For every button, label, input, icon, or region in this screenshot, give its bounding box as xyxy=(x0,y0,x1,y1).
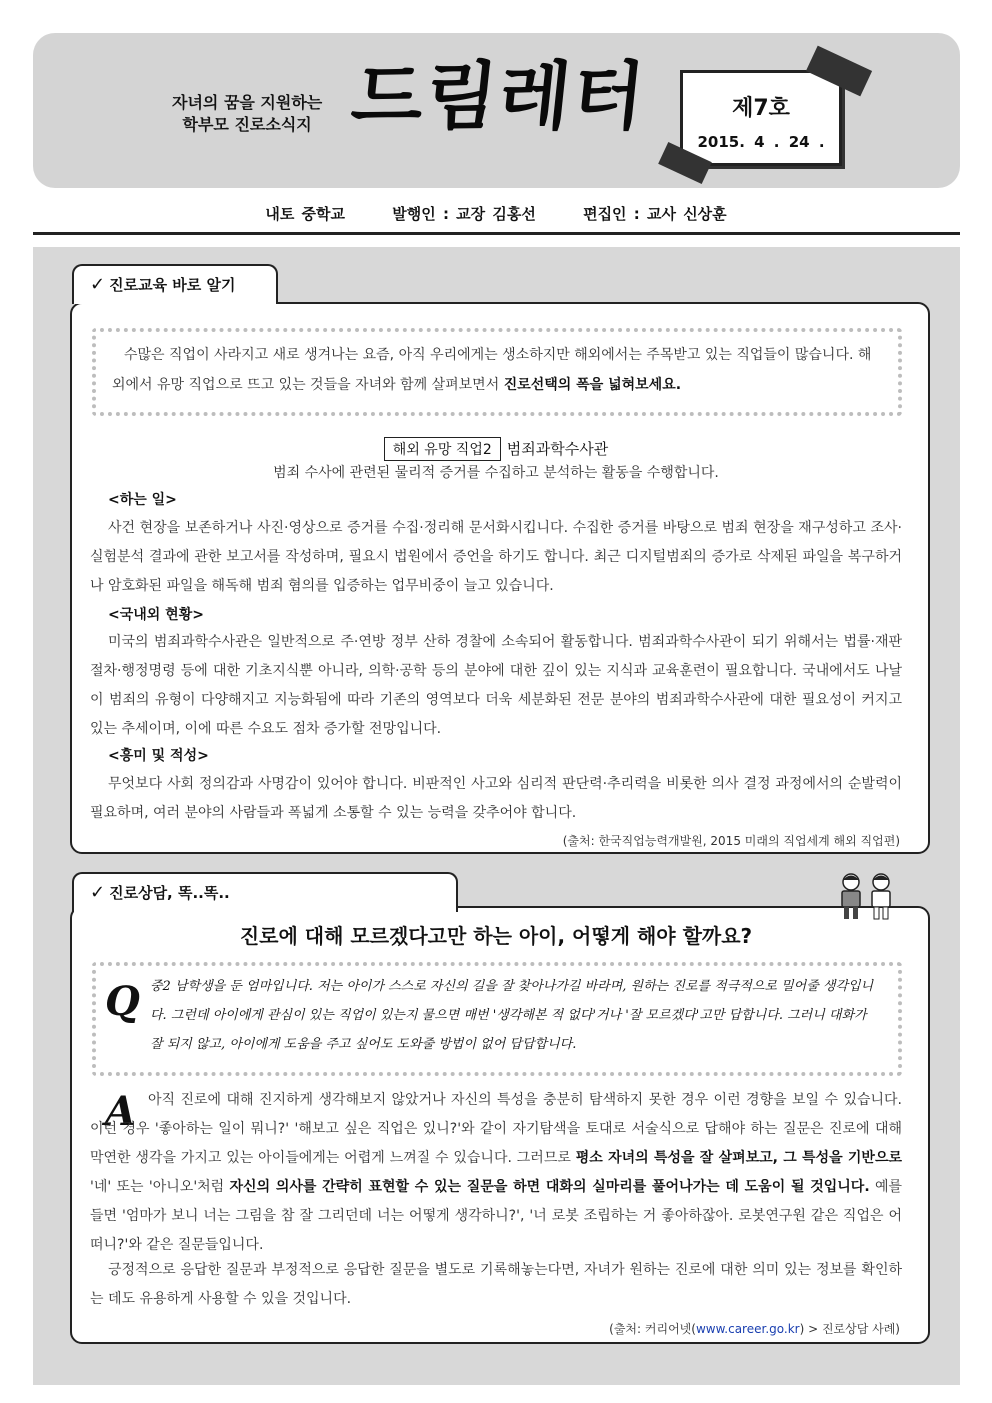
intro-emphasis: 진로선택의 폭을 넓혀보세요. xyxy=(503,377,682,393)
job-description: 범죄 수사에 관련된 물리적 증거를 수집하고 분석하는 활동을 수행합니다. xyxy=(273,465,719,481)
header-divider xyxy=(33,232,960,235)
newsletter-logo: 드림레터 xyxy=(347,54,651,140)
issue-date: 2015. 4 . 24 . xyxy=(697,133,825,151)
section-tab-label: 진로상담, 똑..똑.. xyxy=(109,884,230,902)
heading-work: <하는 일> xyxy=(108,492,177,508)
checkmark-icon: ✓ xyxy=(90,274,106,295)
masthead xyxy=(0,203,992,224)
answer-text-part: '네' 또는 '아니오'처럼 xyxy=(90,1179,230,1195)
school-name: 내토 중학교 xyxy=(265,205,346,223)
question-title: 진로에 대해 모르겠다고만 하는 아이, 어떻게 해야 할까요? xyxy=(239,924,753,948)
publisher: 발행인 : 교장 김홍선 xyxy=(392,205,536,223)
answer-text-part: 예를 들면 '엄마가 보니 너는 그림을 참 잘 그리던데 너는 어떻게 생각하니?', '너 로봇 조립하는 거 좋아하잖아. 로봇연구원 같은 직업은 어떠니?'와 같은 질문들입니다. xyxy=(90,1179,903,1253)
section-tab-career-education xyxy=(72,264,278,304)
checkmark-icon: ✓ xyxy=(90,882,106,903)
answer-text-part: 아직 진로에 대해 진지하게 생각해보지 않았거나 자신의 특성을 충분히 탐색하지 못한 경우 이런 경향을 보일 수 있습니다. 이런 경우 '좋아하는 일이 뭐니?' '해보고 싶은 직업은 있니?'와 같이 자기탐색을 토대로 서술식으로 답해야 하는 질문은 진로에 대해 막연한 생각을 가지고 있는 아이들에게는 어렵게 느껴질 수 있습니다. 그러므로 xyxy=(90,1092,902,1166)
editor: 편집인 : 교사 신상훈 xyxy=(583,205,727,223)
answer-text xyxy=(90,1086,902,1260)
paragraph-work: 사건 현장을 보존하거나 사진·영상으로 증거를 수집·정리해 문서화시킵니다. 수집한 증거를 바탕으로 범죄 현장을 재구성하고 조사·실험분석 결과에 관한 보고서를 작성하며, 필요시 법원에서 증언을 하기도 합니다. 최근 디지털범죄의 증가로 삭제된 파일을 복구하거나 암호화된 파일을 해독해 범죄 혐의를 입증하는 업무비중이 늘고 있습니다. xyxy=(90,520,902,594)
section-tab-label: 진로교육 바로 알기 xyxy=(109,276,236,294)
heading-status: <국내외 현황> xyxy=(108,607,204,623)
newsletter-subtitle xyxy=(172,92,322,136)
job-title xyxy=(0,437,992,461)
question-text: 중2 남학생을 둔 엄마입니다. 저는 아이가 스스로 자신의 길을 잘 찾아나가길 바라며, 원하는 진로를 적극적으로 밀어줄 생각입니다. 그런데 아이에게 관심이 있는 직업이 있는지 물으면 매번 '생각해본 적 없다'거나 '잘 모르겠다'고만 답합니다. 그러니 대화가 잘 되지 않고, 아이에게 도움을 주고 싶어도 도와줄 방법이 없어 답답합니다. xyxy=(150,979,874,1052)
source-suffix: ) > 진로상담 사례) xyxy=(799,1322,900,1336)
career-net-link[interactable]: www.career.go.kr xyxy=(695,1322,800,1336)
answer-emphasis: 평소 자녀의 특성을 잘 살펴보고, 그 특성을 기반으로 xyxy=(575,1150,903,1166)
issue-number: 제7호 xyxy=(732,96,790,121)
section-tab-career-counseling xyxy=(72,872,458,912)
job-badge: 해외 유망 직업2 xyxy=(384,437,501,461)
source-citation-counseling xyxy=(609,1320,900,1337)
heading-aptitude: <흥미 및 적성> xyxy=(108,748,209,764)
paragraph-status: 미국의 범죄과학수사관은 일반적으로 주·연방 정부 산하 경찰에 소속되어 활동합니다. 범죄과학수사관이 되기 위해서는 법률·재판절차·행정명령 등에 대한 기초지식뿐 아니라, 의학·공학 등의 분야에 대한 깊이 있는 지식과 교육훈련이 필요합니다. 국내에서도 나날이 범죄의 유형이 다양해지고 지능화됨에 따라 기존의 영역보다 더욱 세분화된 전문 분야의 범죄과학수사관에 대한 필요성이 커지고 있는 추세이며, 이에 따른 수요도 점차 증가할 전망입니다. xyxy=(90,634,902,737)
source-citation: (출처: 한국직업능력개발원, 2015 미래의 직업세계 해외 직업편) xyxy=(562,834,900,848)
section-intro xyxy=(112,340,878,400)
subtitle-line-1: 자녀의 꿈을 지원하는 xyxy=(172,93,323,112)
answer-emphasis: 자신의 의사를 간략히 표현할 수 있는 질문을 하면 대화의 실마리를 풀어나가는 데 도움이 될 것입니다. xyxy=(229,1179,870,1195)
paragraph-aptitude: 무엇보다 사회 정의감과 사명감이 있어야 합니다. 비판적인 사고와 심리적 판단력·추리력을 비롯한 의사 결정 과정에서의 순발력이 필요하며, 여러 분야의 사람들과 폭넓게 소통할 수 있는 능력을 갖추어야 합니다. xyxy=(90,776,902,821)
answer-paragraph-2: 긍정적으로 응답한 질문과 부정적으로 응답한 질문을 별도로 기록해놓는다면, 자녀가 원하는 진로에 대한 의미 있는 정보를 확인하는 데도 유용하게 사용할 수 있을 것입니다. xyxy=(90,1262,902,1307)
issue-card xyxy=(680,70,842,166)
two-students-icon xyxy=(836,872,898,920)
a-drop-letter: A xyxy=(105,1088,137,1135)
source-prefix: (출처: 커리어넷( xyxy=(609,1322,696,1336)
q-drop-letter: Q xyxy=(105,978,140,1025)
intro-text: 수많은 직업이 사라지고 새로 생겨나는 요즘, 아직 우리에게는 생소하지만 해외에서는 주목받고 있는 직업들이 많습니다. 해외에서 유망 직업으로 뜨고 있는 것들을 자녀와 함께 살펴보면서 xyxy=(112,347,872,393)
job-name: 범죄과학수사관 xyxy=(506,440,609,458)
subtitle-line-2: 학부모 진로소식지 xyxy=(182,115,312,134)
